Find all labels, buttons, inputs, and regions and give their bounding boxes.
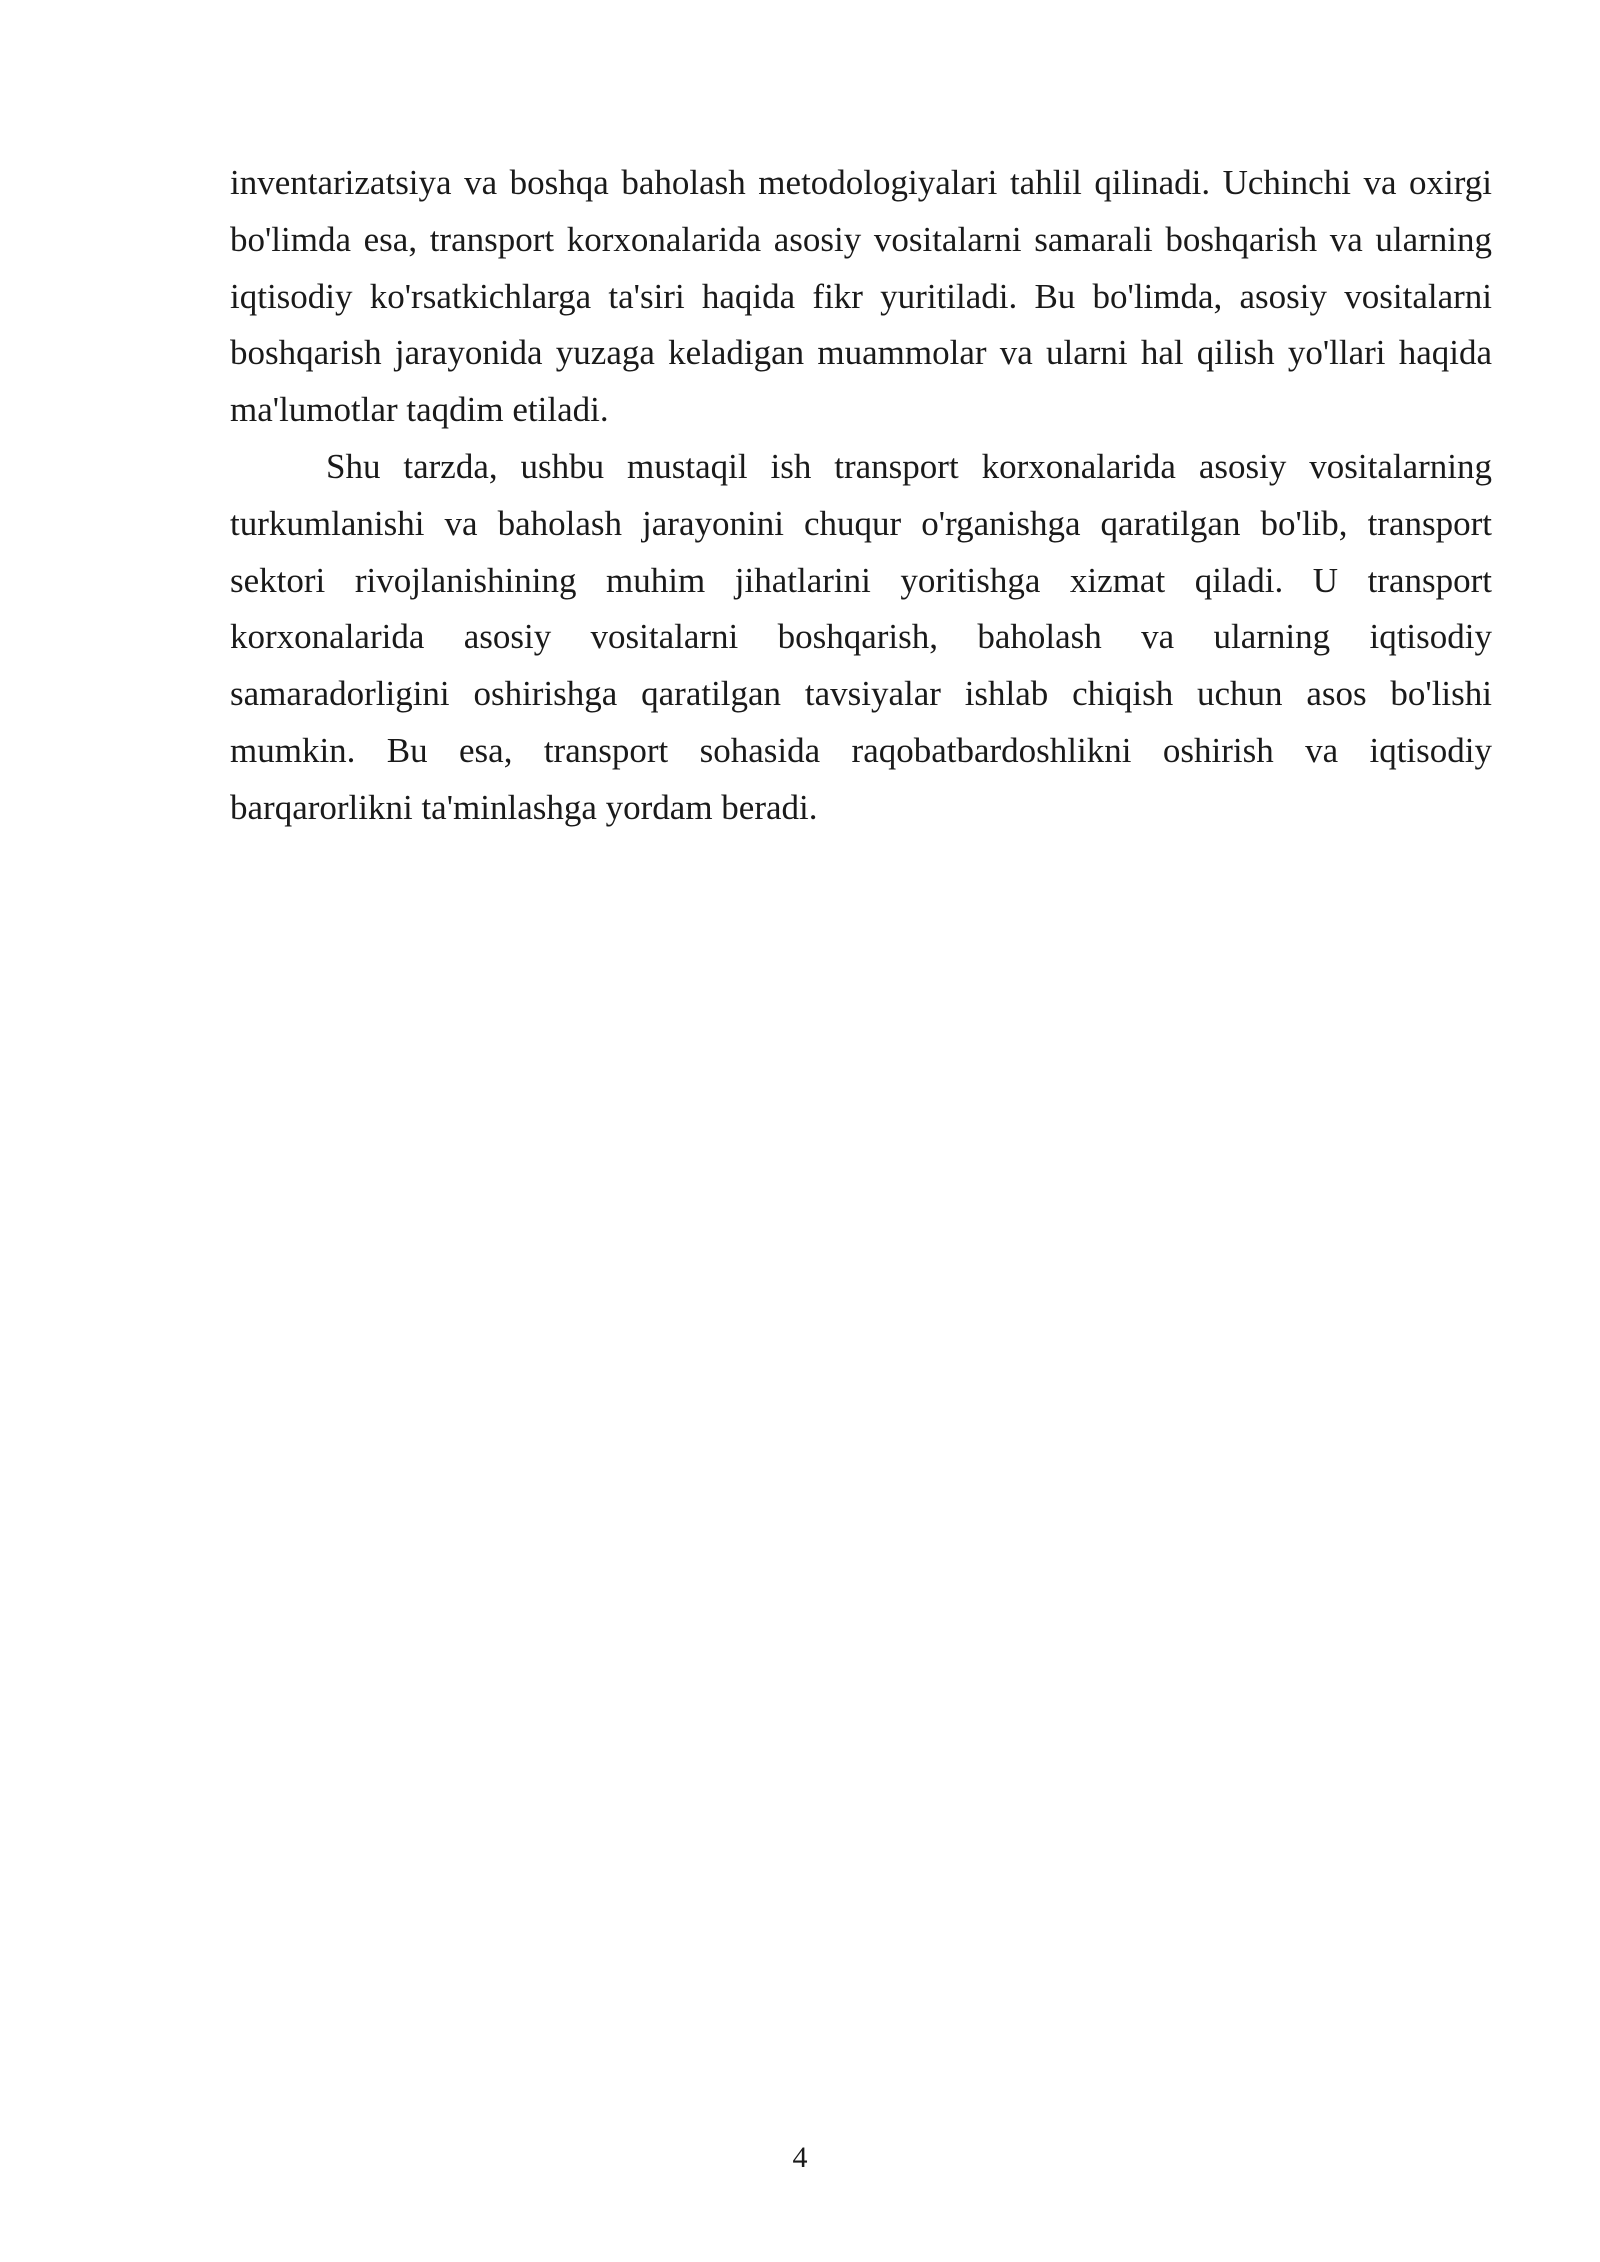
paragraph-continued: inventarizatsiya va boshqa baholash metodologiyalari tahlil qilinadi. Uchinchi va oxirgi bo'limda esa, transport korxonalarida asosiy vositalarni samarali boshqarish va ularning iqtisodiy ko'rsatkichlarga ta'siri haqida fikr yuritiladi. Bu bo'limda, asosiy vositalarni boshqarish jarayonida yuzaga keladigan muammolar va ularni hal qilish yo'llari haqida ma'lumotlar taqdim etiladi. [230,163,1492,430]
body-text [230,155,1492,837]
paragraph-conclusion: Shu tarzda, ushbu mustaqil ish transport korxonalarida asosiy vositalarning turkumlanishi va baholash jarayonini chuqur o'rganishga qaratilgan bo'lib, transport sektori rivojlanishining muhim jihatlarini yoritishga xizmat qiladi. U transport korxonalarida asosiy vositalarni boshqarish, baholash va ularning iqtisodiy samaradorligini oshirishga qaratilgan tavsiyalar ishlab chiqish uchun asos bo'lishi mumkin. Bu esa, transport sohasida raqobatbardoshlikni oshirish va iqtisodiy barqarorlikni ta'minlashga yordam beradi. [230,446,1492,827]
page-number: 4 [792,2141,808,2174]
